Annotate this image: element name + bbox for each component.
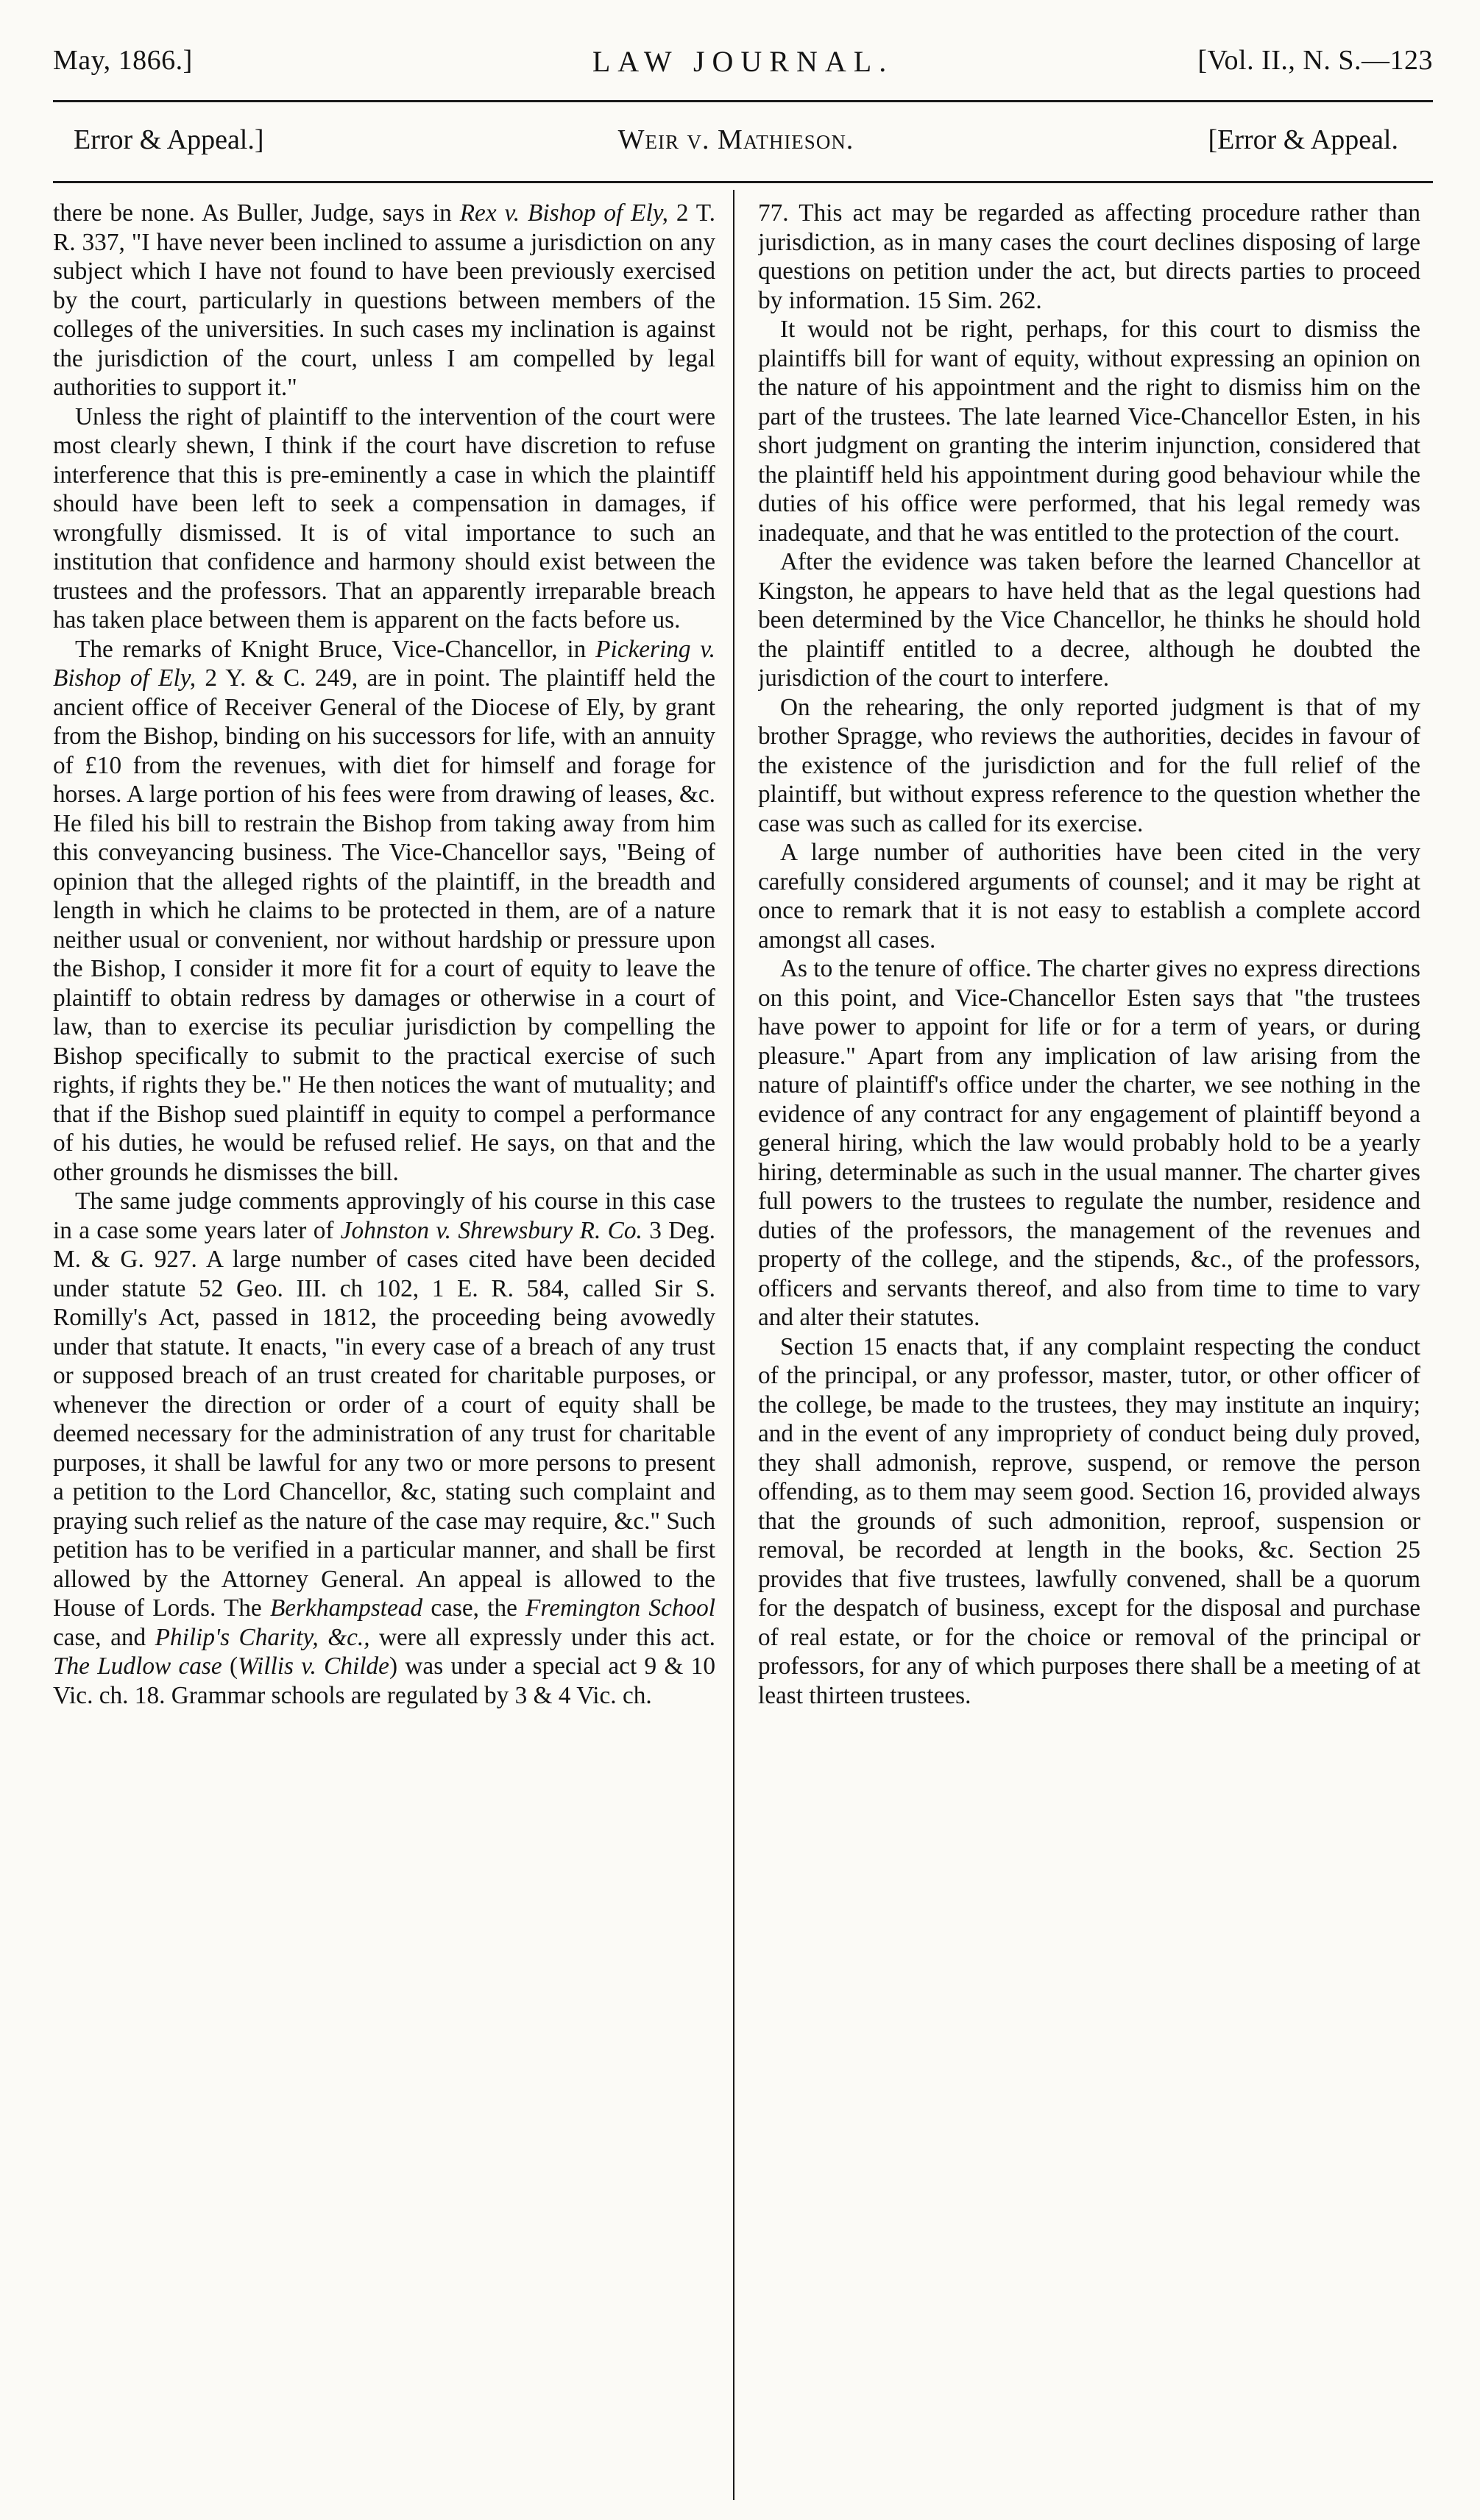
paragraph: The same judge comments approvingly of his course in this case in a case some years later of Johnston v. Shrewsbury R. Co. 3 Deg. M. & G. 927. A large number of cases cited have been decided under statute 52 Geo. III. ch 102, 1 E. R. 584, called Sir S. Romilly's Act, passed in 1812, the proceeding being avowedly under that statute. It enacts, "in every case of a breach of any trust or supposed breach of an trust created for charitable purposes, or whenever the direction or order of a court of equity shall be deemed necessary for the administration of any trust for charitable purposes, it shall be lawful for any two or more persons to present a petition to the Lord Chancellor, &c, stating such complaint and praying such relief as the nature of the case may require, &c." Such petition has to be verified in a particular manner, and shall be first allowed by the Attorney General. An appeal is allowed to the House of Lords. The Berkhampstead case, the Fremington School case, and Philip's Charity, &c., were all expressly under this act. The Ludlow case (Willis v. Childe) was under a special act 9 & 10 Vic. ch. 18. Grammar schools are regulated by 3 & 4 Vic. ch. (53, 1188, 715, 1709)
court-left: Error & Appeal.] (74, 124, 264, 155)
paragraph: there be none. As Buller, Judge, says in Rex v. Bishop of Ely, 2 T. R. 337, "I have never been inclined to assume a jurisdiction on any subject which I have not found to have been previously exercised by the court, particularly in questions between members of the colleges of the universities. In such cases my inclination is against the jurisdiction of the court, unless I am compelled by legal authorities to support it." (53, 199, 715, 401)
paragraph: 77. This act may be regarded as affecting procedure rather than jurisdiction, as in many cases the court declines disposing of large questions on petition under the act, but directs parties to proceed by information. 15 Sim. 262. (758, 199, 1420, 314)
paragraph: Unless the right of plaintiff to the intervention of the court were most clearly shewn, I think if the court have discretion to refuse interference that this is pre-eminently a case in which the plaintiff should have been left to seek a compensation in damages, if wrongfully dismissed. It is of vital importance to such an institution that confidence and harmony should exist between the trustees and the professors. That an apparently irreparable breach has taken place between them is apparent on the facts before us. (53, 402, 715, 633)
subheader-rule (53, 181, 1433, 183)
running-head (74, 124, 1398, 163)
right-column (758, 199, 1420, 2505)
paragraph: A large number of authorities have been cited in the very carefully considered arguments of counsel; and it may be right at once to remark that it is not easy to establish a complete accord amongst all cases. (758, 839, 1420, 954)
journal-title: LAW JOURNAL. (592, 45, 894, 78)
paragraph: It would not be right, perhaps, for this court to dismiss the plaintiffs bill for want of equity, without expressing an opinion on the nature of his appointment and the right to dismiss him on the part of the trustees. The late learned Vice-Chancellor Esten, in his short judgment on granting the interim injunction, considered that the plaintiff held his appointment during good behaviour while the duties of his office were performed, that his legal remedy was inadequate, and that he was entitled to the protection of the court. (758, 316, 1420, 547)
paragraph: On the rehearing, the only reported judgment is that of my brother Spragge, who reviews the authorities, decides in favour of the existence of the jurisdiction and for the full relief of the plaintiff, but without express reference to the question whether the case was such as called for its exercise. (758, 693, 1420, 837)
paragraph: After the evidence was taken before the learned Chancellor at Kingston, he appears to have held that as the legal questions had been determined by the Vice Chancellor, he thinks he should hold the plaintiff entitled to a decree, although he doubted the jurisdiction of the court to interfere. (758, 548, 1420, 692)
left-column (53, 199, 715, 2505)
column-divider (733, 190, 734, 2500)
court-right: [Error & Appeal. (1208, 124, 1398, 155)
paragraph: As to the tenure of office. The charter gives no express directions on this point, and Vice-Chancellor Esten says that "the trustees have power to appoint for life or for a term of years, or during pleasure." Apart from any implication of law arising from the nature of plaintiff's office under the charter, we see nothing in the evidence of any contract for any engagement of plaintiff beyond a general hiring, which the law would probably hold to be a yearly hiring, determinable as such in the usual manner. The charter gives full powers to the trustees to regulate the number, residence and duties of the professors, the management of the revenues and property of the college, and the stipends, &c., of the professors, officers and servants thereof, and also from time to time to vary and alter their statutes. (758, 955, 1420, 1331)
case-name: Weir v. Mathieson. (617, 124, 854, 155)
paragraph: The remarks of Knight Bruce, Vice-Chancellor, in Pickering v. Bishop of Ely, 2 Y. & C. 249, are in point. The plaintiff held the ancient office of Receiver General of the Diocese of Ely, by grant from the Bishop, binding on his successors for life, with an annuity of £10 from the revenues, with diet for himself and forage for horses. A large portion of his fees were from drawing of leases, &c. He filed his bill to restrain the Bishop from taking away from him this conveyancing business. The Vice-Chancellor says, "Being of opinion that the alleged rights of the plaintiff, in the breadth and length in which he claims to be protected in them, are of a nature neither usual or convenient, nor without hardship or pressure upon the Bishop, I consider it more fit for a court of equity to leave the plaintiff to obtain redress by damages or otherwise in a court of law, than to exercise its peculiar jurisdiction by compelling the Bishop specifically to submit to the practical exercise of such rights, if rights they be." He then notices the want of mutuality; and that if the Bishop sued plaintiff in equity to compel a performance of his duties, he would be refused relief. He says, on that and the other grounds he dismisses the bill. (53, 635, 715, 1186)
header-rule (53, 100, 1433, 102)
volume-page-number: [Vol. II., N. S.—123 (1197, 45, 1433, 76)
issue-date: May, 1866.] (53, 45, 193, 76)
page-header (53, 44, 1433, 88)
paragraph: Section 15 enacts that, if any complaint respecting the conduct of the principal, or any professor, master, tutor, or other officer of the college, be made to the trustees, they may institute an inquiry; and in the event of any impropriety of conduct being duly proved, they shall admonish, reprove, suspend, or remove the person offending, as to them may seem good. Section 16, provided always that the grounds of such admonition, reproof, suspension or removal, be recorded at length in the books, &c. Section 25 provides that five trustees, lawfully convened, shall be a quorum for the despatch of business, except for the disposal and purchase of real estate, or for the choice or removal of the principal or professors, for any of which purposes there shall be a meeting of at least thirteen trustees. (758, 1332, 1420, 1709)
